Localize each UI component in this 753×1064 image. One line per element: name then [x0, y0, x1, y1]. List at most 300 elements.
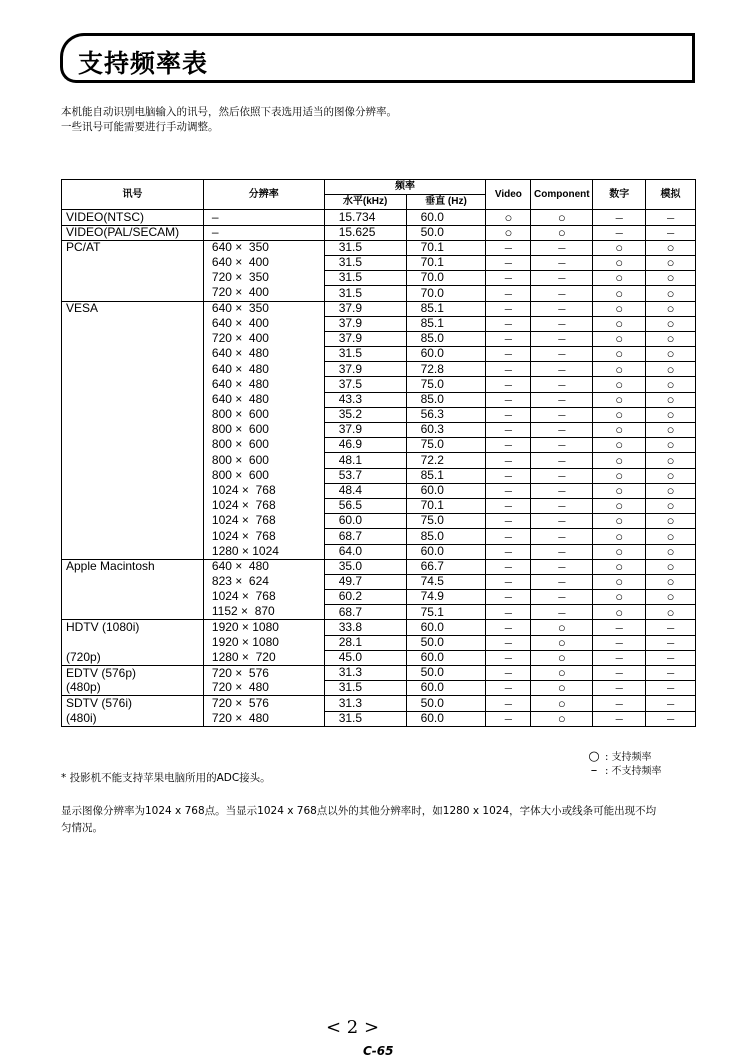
video-cell: – [486, 529, 531, 544]
vertical-freq-cell: 72.2 [406, 453, 486, 468]
resolution-cell: 640 × 350 [203, 240, 324, 255]
signal-cell [62, 407, 204, 422]
component-cell: – [531, 468, 593, 483]
analog-cell: ○ [646, 514, 696, 529]
vertical-freq-cell: 75.0 [406, 514, 486, 529]
component-cell: – [531, 377, 593, 392]
vertical-freq-cell: 85.0 [406, 529, 486, 544]
signal-cell: (720p) [62, 650, 204, 665]
signal-cell [62, 331, 204, 346]
analog-cell: – [646, 696, 696, 711]
table-row [62, 407, 696, 422]
analog-cell: ○ [646, 574, 696, 589]
component-cell: – [531, 605, 593, 620]
page-number: < 2 > [326, 1017, 380, 1038]
signal-cell: SDTV (576i) [62, 696, 204, 711]
component-cell: ○ [531, 696, 593, 711]
digital-cell: ○ [593, 453, 646, 468]
video-cell: – [486, 255, 531, 270]
table-row [62, 605, 696, 620]
table-row [62, 392, 696, 407]
vertical-freq-cell: 60.3 [406, 423, 486, 438]
component-cell: – [531, 574, 593, 589]
table-row [62, 271, 696, 286]
horizontal-freq-cell: 15.625 [324, 225, 406, 240]
table-row [62, 666, 696, 681]
horizontal-freq-cell: 64.0 [324, 544, 406, 559]
analog-cell: – [646, 210, 696, 225]
digital-cell: – [593, 666, 646, 681]
signal-cell: PC/AT [62, 240, 204, 255]
vertical-freq-cell: 70.1 [406, 498, 486, 513]
table-row [62, 529, 696, 544]
component-cell: – [531, 362, 593, 377]
signal-cell [62, 316, 204, 331]
vertical-freq-cell: 85.1 [406, 468, 486, 483]
signal-cell [62, 574, 204, 589]
video-cell: – [486, 574, 531, 589]
vertical-freq-cell: 50.0 [406, 666, 486, 681]
video-cell: – [486, 316, 531, 331]
vertical-freq-cell: 75.0 [406, 438, 486, 453]
component-cell: ○ [531, 666, 593, 681]
analog-cell: ○ [646, 377, 696, 392]
resolution-cell: 1920 × 1080 [203, 635, 324, 650]
digital-cell: ○ [593, 483, 646, 498]
signal-cell: Apple Macintosh [62, 559, 204, 574]
video-cell: – [486, 377, 531, 392]
analog-cell: – [646, 650, 696, 665]
table-row [62, 331, 696, 346]
vertical-freq-cell: 66.7 [406, 559, 486, 574]
video-cell: – [486, 666, 531, 681]
signal-cell [62, 529, 204, 544]
horizontal-freq-cell: 56.5 [324, 498, 406, 513]
horizontal-freq-cell: 37.9 [324, 331, 406, 346]
video-cell: – [486, 605, 531, 620]
component-cell: – [531, 483, 593, 498]
vertical-freq-cell: 72.8 [406, 362, 486, 377]
header-analog: 模拟 [646, 180, 696, 210]
horizontal-freq-cell: 43.3 [324, 392, 406, 407]
digital-cell: ○ [593, 590, 646, 605]
component-cell: – [531, 286, 593, 301]
signal-cell [62, 377, 204, 392]
digital-cell: ○ [593, 423, 646, 438]
video-cell: – [486, 681, 531, 696]
horizontal-freq-cell: 31.5 [324, 347, 406, 362]
horizontal-freq-cell: 37.5 [324, 377, 406, 392]
analog-cell: ○ [646, 255, 696, 270]
component-cell: – [531, 590, 593, 605]
analog-cell: ○ [646, 331, 696, 346]
analog-cell: ○ [646, 286, 696, 301]
digital-cell: – [593, 620, 646, 635]
horizontal-freq-cell: 33.8 [324, 620, 406, 635]
horizontal-freq-cell: 28.1 [324, 635, 406, 650]
signal-cell: (480i) [62, 711, 204, 726]
analog-cell: ○ [646, 392, 696, 407]
signal-cell [62, 514, 204, 529]
analog-cell: – [646, 711, 696, 726]
digital-cell: – [593, 225, 646, 240]
horizontal-freq-cell: 35.2 [324, 407, 406, 422]
signal-cell [62, 271, 204, 286]
vertical-freq-cell: 60.0 [406, 650, 486, 665]
horizontal-freq-cell: 48.1 [324, 453, 406, 468]
signal-cell [62, 544, 204, 559]
digital-cell: – [593, 696, 646, 711]
video-cell: – [486, 438, 531, 453]
horizontal-freq-cell: 45.0 [324, 650, 406, 665]
digital-cell: ○ [593, 392, 646, 407]
header-resolution: 分辨率 [203, 180, 324, 210]
table-row [62, 347, 696, 362]
video-cell: – [486, 559, 531, 574]
vertical-freq-cell: 70.1 [406, 240, 486, 255]
page-title: 支持频率表 [78, 49, 209, 78]
video-cell: – [486, 453, 531, 468]
resolution-cell: 720 × 400 [203, 286, 324, 301]
table-row [62, 468, 696, 483]
component-cell: – [531, 271, 593, 286]
horizontal-freq-cell: 31.5 [324, 711, 406, 726]
analog-cell: ○ [646, 438, 696, 453]
resolution-cell: 1920 × 1080 [203, 620, 324, 635]
table-row [62, 681, 696, 696]
resolution-cell: 1024 × 768 [203, 529, 324, 544]
component-cell: ○ [531, 620, 593, 635]
table-row [62, 514, 696, 529]
table-row [62, 225, 696, 240]
signal-cell [62, 468, 204, 483]
table-row [62, 590, 696, 605]
resolution-cell: 800 × 600 [203, 407, 324, 422]
table-row [62, 574, 696, 589]
component-cell: ○ [531, 225, 593, 240]
header-video: Video [486, 180, 531, 210]
analog-cell: ○ [646, 240, 696, 255]
video-cell: – [486, 423, 531, 438]
digital-cell: ○ [593, 544, 646, 559]
component-cell: – [531, 392, 593, 407]
resolution-cell: 720 × 576 [203, 666, 324, 681]
signal-cell [62, 590, 204, 605]
video-cell: ○ [486, 225, 531, 240]
table-row [62, 377, 696, 392]
resolution-cell: 1280 × 1024 [203, 544, 324, 559]
resolution-cell: – [203, 225, 324, 240]
horizontal-freq-cell: 46.9 [324, 438, 406, 453]
signal-cell [62, 453, 204, 468]
header-digital: 数字 [593, 180, 646, 210]
video-cell: – [486, 696, 531, 711]
vertical-freq-cell: 70.1 [406, 255, 486, 270]
resolution-cell: 640 × 350 [203, 301, 324, 316]
table-row [62, 635, 696, 650]
table-row [62, 498, 696, 513]
video-cell: – [486, 331, 531, 346]
digital-cell: ○ [593, 316, 646, 331]
vertical-freq-cell: 50.0 [406, 635, 486, 650]
digital-cell: ○ [593, 347, 646, 362]
signal-cell [62, 392, 204, 407]
table-row [62, 255, 696, 270]
video-cell: – [486, 392, 531, 407]
digital-cell: ○ [593, 286, 646, 301]
resolution-cell: 640 × 400 [203, 316, 324, 331]
resolution-cell: – [203, 210, 324, 225]
video-cell: – [486, 590, 531, 605]
horizontal-freq-cell: 37.9 [324, 362, 406, 377]
component-cell: – [531, 498, 593, 513]
resolution-cell: 1280 × 720 [203, 650, 324, 665]
horizontal-freq-cell: 48.4 [324, 483, 406, 498]
horizontal-freq-cell: 53.7 [324, 468, 406, 483]
vertical-freq-cell: 56.3 [406, 407, 486, 422]
table-row [62, 438, 696, 453]
note-resolution: 显示图像分辨率为1024 x 768点。当显示1024 x 768点以外的其他分辨率时，如1280 x 1024，字体大小或线条可能出现不均匀情况。 [61, 805, 657, 834]
header-component: Component [531, 180, 593, 210]
analog-cell: ○ [646, 271, 696, 286]
table-row [62, 286, 696, 301]
resolution-cell: 640 × 480 [203, 392, 324, 407]
component-cell: – [531, 423, 593, 438]
vertical-freq-cell: 60.0 [406, 347, 486, 362]
horizontal-freq-cell: 35.0 [324, 559, 406, 574]
analog-cell: ○ [646, 590, 696, 605]
legend-symbol: ○ [588, 749, 600, 764]
horizontal-freq-cell: 31.3 [324, 696, 406, 711]
table-row [62, 362, 696, 377]
table-row [62, 210, 696, 225]
signal-cell [62, 498, 204, 513]
vertical-freq-cell: 74.9 [406, 590, 486, 605]
table-body [62, 210, 696, 726]
signal-cell: VESA [62, 301, 204, 316]
resolution-cell: 640 × 400 [203, 255, 324, 270]
analog-cell: – [646, 681, 696, 696]
component-cell: – [531, 514, 593, 529]
header-vertical: 垂直 (Hz) [406, 195, 486, 210]
video-cell: – [486, 650, 531, 665]
signal-cell [62, 423, 204, 438]
digital-cell: ○ [593, 362, 646, 377]
video-cell: – [486, 514, 531, 529]
header-horizontal: 水平(kHz) [324, 195, 406, 210]
video-cell: – [486, 544, 531, 559]
signal-cell: HDTV (1080i) [62, 620, 204, 635]
component-cell: ○ [531, 681, 593, 696]
signal-cell: EDTV (576p) [62, 666, 204, 681]
horizontal-freq-cell: 37.9 [324, 301, 406, 316]
digital-cell: ○ [593, 377, 646, 392]
digital-cell: ○ [593, 331, 646, 346]
legend-item-unsupported [583, 764, 662, 778]
intro-line-1: 本机能自动识别电脑输入的讯号，然后依照下表选用适当的图像分辨率。 [61, 106, 397, 118]
analog-cell: ○ [646, 407, 696, 422]
digital-cell: ○ [593, 574, 646, 589]
signal-cell [62, 255, 204, 270]
table-row [62, 544, 696, 559]
signal-cell [62, 438, 204, 453]
component-cell: – [531, 407, 593, 422]
analog-cell: – [646, 620, 696, 635]
digital-cell: ○ [593, 438, 646, 453]
table-row [62, 559, 696, 574]
signal-cell: VIDEO(NTSC) [62, 210, 204, 225]
analog-cell: ○ [646, 483, 696, 498]
resolution-cell: 640 × 480 [203, 559, 324, 574]
resolution-cell: 1024 × 768 [203, 498, 324, 513]
analog-cell: ○ [646, 468, 696, 483]
resolution-cell: 640 × 480 [203, 362, 324, 377]
signal-cell [62, 635, 204, 650]
table-row [62, 696, 696, 711]
digital-cell: ○ [593, 271, 646, 286]
signal-cell [62, 347, 204, 362]
vertical-freq-cell: 60.0 [406, 711, 486, 726]
resolution-cell: 1152 × 870 [203, 605, 324, 620]
header-frequency: 频率 [324, 180, 486, 195]
component-cell: ○ [531, 210, 593, 225]
table-row [62, 453, 696, 468]
component-cell: – [531, 316, 593, 331]
video-cell: – [486, 483, 531, 498]
resolution-cell: 1024 × 768 [203, 590, 324, 605]
digital-cell: ○ [593, 605, 646, 620]
video-cell: – [486, 468, 531, 483]
resolution-cell: 1024 × 768 [203, 514, 324, 529]
horizontal-freq-cell: 60.0 [324, 514, 406, 529]
component-cell: – [531, 347, 593, 362]
vertical-freq-cell: 50.0 [406, 696, 486, 711]
title-rule [692, 33, 695, 83]
digital-cell: ○ [593, 514, 646, 529]
signal-cell: (480p) [62, 681, 204, 696]
analog-cell: ○ [646, 605, 696, 620]
signal-cell [62, 362, 204, 377]
video-cell: – [486, 271, 531, 286]
component-cell: – [531, 301, 593, 316]
header-signal: 讯号 [62, 180, 204, 210]
horizontal-freq-cell: 15.734 [324, 210, 406, 225]
video-cell: – [486, 362, 531, 377]
analog-cell: ○ [646, 544, 696, 559]
table-row [62, 301, 696, 316]
legend-label: : 不支持频率 [605, 766, 662, 777]
analog-cell: – [646, 225, 696, 240]
legend-item-supported [583, 750, 662, 764]
analog-cell: – [646, 666, 696, 681]
component-cell: – [531, 255, 593, 270]
digital-cell: – [593, 650, 646, 665]
component-cell: – [531, 331, 593, 346]
digital-cell: ○ [593, 240, 646, 255]
table-row [62, 620, 696, 635]
component-cell: – [531, 559, 593, 574]
component-cell: ○ [531, 711, 593, 726]
frequency-table [61, 179, 696, 727]
vertical-freq-cell: 85.0 [406, 392, 486, 407]
vertical-freq-cell: 75.1 [406, 605, 486, 620]
digital-cell: – [593, 681, 646, 696]
footnote-adc: * 投影机不能支持苹果电脑所用的ADC接头。 [61, 772, 271, 784]
digital-cell: ○ [593, 498, 646, 513]
table-row [62, 711, 696, 726]
intro-text [61, 105, 397, 135]
legend-label: : 支持频率 [605, 752, 652, 763]
resolution-cell: 800 × 600 [203, 423, 324, 438]
resolution-cell: 640 × 480 [203, 347, 324, 362]
vertical-freq-cell: 60.0 [406, 210, 486, 225]
analog-cell: ○ [646, 316, 696, 331]
signal-cell: VIDEO(PAL/SECAM) [62, 225, 204, 240]
vertical-freq-cell: 60.0 [406, 544, 486, 559]
video-cell: – [486, 498, 531, 513]
vertical-freq-cell: 85.0 [406, 331, 486, 346]
legend-symbol: – [590, 763, 598, 778]
resolution-cell: 800 × 600 [203, 468, 324, 483]
digital-cell: – [593, 635, 646, 650]
horizontal-freq-cell: 31.5 [324, 681, 406, 696]
horizontal-freq-cell: 68.7 [324, 529, 406, 544]
legend [583, 750, 662, 778]
vertical-freq-cell: 60.0 [406, 681, 486, 696]
component-cell: – [531, 240, 593, 255]
video-cell: – [486, 347, 531, 362]
horizontal-freq-cell: 49.7 [324, 574, 406, 589]
video-cell: – [486, 711, 531, 726]
component-cell: – [531, 544, 593, 559]
video-cell: – [486, 620, 531, 635]
analog-cell: ○ [646, 362, 696, 377]
resolution-cell: 720 × 576 [203, 696, 324, 711]
vertical-freq-cell: 85.1 [406, 301, 486, 316]
component-cell: – [531, 529, 593, 544]
horizontal-freq-cell: 31.5 [324, 286, 406, 301]
resolution-cell: 720 × 480 [203, 711, 324, 726]
component-cell: – [531, 453, 593, 468]
resolution-cell: 640 × 480 [203, 377, 324, 392]
vertical-freq-cell: 74.5 [406, 574, 486, 589]
vertical-freq-cell: 70.0 [406, 271, 486, 286]
table-row [62, 483, 696, 498]
table-row [62, 240, 696, 255]
video-cell: – [486, 240, 531, 255]
analog-cell: ○ [646, 559, 696, 574]
analog-cell: ○ [646, 301, 696, 316]
analog-cell: ○ [646, 529, 696, 544]
resolution-cell: 720 × 400 [203, 331, 324, 346]
digital-cell: ○ [593, 529, 646, 544]
horizontal-freq-cell: 31.3 [324, 666, 406, 681]
horizontal-freq-cell: 31.5 [324, 240, 406, 255]
resolution-cell: 823 × 624 [203, 574, 324, 589]
analog-cell: ○ [646, 453, 696, 468]
digital-cell: – [593, 711, 646, 726]
digital-cell: ○ [593, 559, 646, 574]
horizontal-freq-cell: 60.2 [324, 590, 406, 605]
component-cell: ○ [531, 635, 593, 650]
digital-cell: ○ [593, 301, 646, 316]
analog-cell: ○ [646, 423, 696, 438]
component-cell: ○ [531, 650, 593, 665]
vertical-freq-cell: 50.0 [406, 225, 486, 240]
resolution-cell: 720 × 480 [203, 681, 324, 696]
resolution-cell: 720 × 350 [203, 271, 324, 286]
signal-cell [62, 286, 204, 301]
